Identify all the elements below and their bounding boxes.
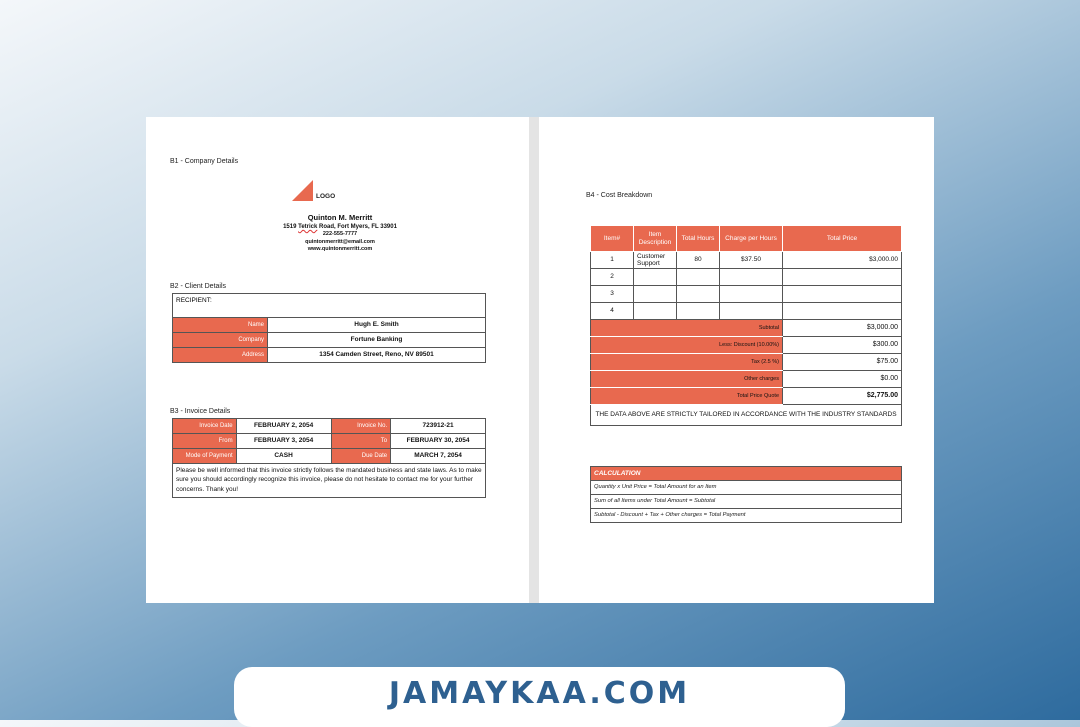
payment-mode-label: Mode of Payment (173, 449, 237, 464)
col-header-charge-per-hour: Charge per Hours (720, 226, 783, 252)
page-gutter (529, 117, 539, 603)
address-rest: Road, Fort Myers, FL 33901 (317, 224, 397, 231)
other-charges-value: $0.00 (783, 371, 902, 388)
address-street-word: Tetrick (298, 224, 318, 231)
table-row (173, 434, 486, 449)
table-header-row (591, 226, 902, 252)
item-hours: 80 (677, 252, 720, 269)
industry-standards-note: THE DATA ABOVE ARE STRICTLY TAILORED IN ACCORDANCE WITH THE INDUSTRY STANDARDS (591, 405, 902, 426)
item-hours (677, 303, 720, 320)
invoice-note: Please be well informed that this invoice strictly follows the mandated business and state laws. As to make sure you should accordingly recognize this invoice, please do not hesitate to contact me for your further concerns. Thank you! (173, 464, 486, 498)
calculation-line: Quantity x Unit Price = Total Amount for an Item (591, 481, 902, 495)
item-number: 2 (591, 269, 634, 286)
item-number: 3 (591, 286, 634, 303)
table-row (173, 318, 486, 333)
payment-mode-value: CASH (236, 449, 331, 464)
table-row (591, 252, 902, 269)
summary-row (591, 320, 902, 337)
tax-label: Tax (2.5 %) (591, 354, 783, 371)
section-title-invoice: B3 - Invoice Details (170, 408, 231, 415)
item-total (783, 286, 902, 303)
table-row (591, 405, 902, 426)
client-address-value: 1354 Camden Street, Reno, NV 89501 (268, 348, 486, 363)
item-description (634, 303, 677, 320)
item-description: Customer Support (634, 252, 677, 269)
summary-row (591, 337, 902, 354)
item-rate (720, 303, 783, 320)
table-row (173, 419, 486, 434)
item-description (634, 286, 677, 303)
item-hours (677, 269, 720, 286)
discount-label: Less: Discount (10.00%) (591, 337, 783, 354)
col-header-description: Item Description (634, 226, 677, 252)
section-title-company: B1 - Company Details (170, 158, 239, 165)
table-row (591, 481, 902, 495)
summary-row (591, 388, 902, 405)
invoice-date-label: Invoice Date (173, 419, 237, 434)
address-number: 1519 (283, 224, 299, 231)
invoice-no-value: 723912-21 (391, 419, 486, 434)
logo-triangle-icon (292, 180, 313, 201)
table-row (591, 286, 902, 303)
site-watermark-text: JAMAYKAA.COM (388, 676, 691, 711)
item-number: 4 (591, 303, 634, 320)
section-title-cost: B4 - Cost Breakdown (586, 192, 653, 199)
to-value: FEBRUARY 30, 2054 (391, 434, 486, 449)
invoice-details-table (172, 418, 486, 498)
item-total (783, 303, 902, 320)
table-row (591, 269, 902, 286)
recipient-label: RECIPIENT: (173, 294, 486, 318)
item-rate (720, 269, 783, 286)
subtotal-value: $3,000.00 (783, 320, 902, 337)
from-value: FEBRUARY 3, 2054 (236, 434, 331, 449)
table-row (591, 495, 902, 509)
company-name: Quinton M. Merritt (307, 213, 373, 222)
other-charges-label: Other charges (591, 371, 783, 388)
item-description (634, 269, 677, 286)
table-row (591, 303, 902, 320)
total-quote-label: Total Price Quote (591, 388, 783, 405)
site-banner (234, 667, 845, 727)
table-row (173, 464, 486, 498)
due-date-label: Due Date (331, 449, 391, 464)
item-total (783, 269, 902, 286)
table-row (591, 509, 902, 523)
subtotal-label: Subtotal (591, 320, 783, 337)
client-name-value: Hugh E. Smith (268, 318, 486, 333)
calculation-line: Sum of all Items under Total Amount = Subtotal (591, 495, 902, 509)
tax-value: $75.00 (783, 354, 902, 371)
summary-row (591, 354, 902, 371)
company-phone: 222-555-7777 (322, 231, 358, 238)
calculation-line: Subtotal - Discount + Tax + Other charges = Total Payment (591, 509, 902, 523)
invoice-no-label: Invoice No. (331, 419, 391, 434)
company-email: quintonmerritt@email.com (305, 238, 375, 245)
cost-breakdown-table (590, 225, 902, 426)
col-header-item-number: Item# (591, 226, 634, 252)
company-website: www.quintonmerritt.com (307, 246, 373, 253)
item-total: $3,000.00 (783, 252, 902, 269)
client-details-table (172, 293, 486, 363)
invoice-date-value: FEBRUARY 2, 2054 (236, 419, 331, 434)
total-quote-value: $2,775.00 (783, 388, 902, 405)
client-company-value: Fortune Banking (268, 333, 486, 348)
logo-text: LOGO (316, 193, 336, 200)
item-rate (720, 286, 783, 303)
item-number: 1 (591, 252, 634, 269)
client-company-label: Company (173, 333, 268, 348)
calculation-title: CALCULATION (591, 467, 902, 481)
table-row (173, 348, 486, 363)
company-address (240, 223, 440, 231)
item-hours (677, 286, 720, 303)
summary-row (591, 371, 902, 388)
from-label: From (173, 434, 237, 449)
client-address-label: Address (173, 348, 268, 363)
section-title-client: B2 - Client Details (170, 283, 227, 290)
due-date-value: MARCH 7, 2054 (391, 449, 486, 464)
table-row (173, 333, 486, 348)
discount-value: $300.00 (783, 337, 902, 354)
item-rate: $37.50 (720, 252, 783, 269)
company-block (240, 213, 440, 253)
table-header-row (591, 467, 902, 481)
col-header-total-hours: Total Hours (677, 226, 720, 252)
client-name-label: Name (173, 318, 268, 333)
calculation-table (590, 466, 902, 523)
table-row (173, 449, 486, 464)
to-label: To (331, 434, 391, 449)
table-row (173, 294, 486, 318)
col-header-total-price: Total Price (783, 226, 902, 252)
